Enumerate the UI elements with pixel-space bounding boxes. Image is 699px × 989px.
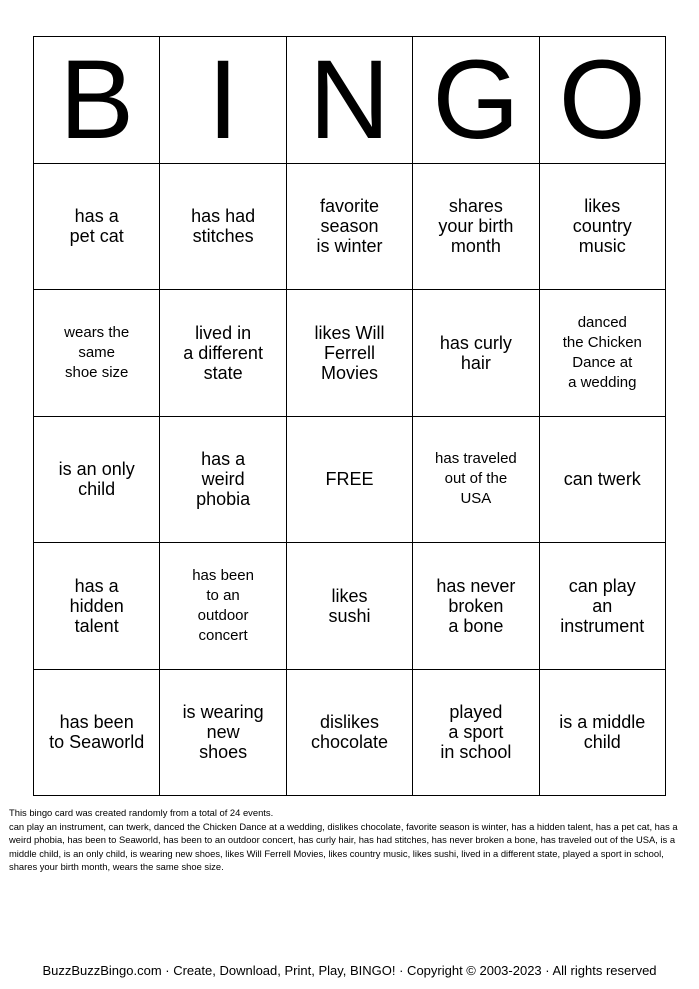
bingo-cell	[287, 670, 413, 797]
bingo-cell	[34, 290, 160, 417]
cell-text: played a sport in school	[440, 702, 512, 763]
cell-text: danced the Chicken Dance at a wedding	[562, 313, 642, 391]
cell-text: has a pet cat	[69, 206, 124, 247]
note-event-list: can play an instrument, can twerk, danced the Chicken Dance at a wedding, dislikes chocolate, favorite season is winter, has a hidden talent, has a pet cat, has a weird phobia, has been to Seaworld, has been to an outdoor concert, has curly hair, has had stitches, has never broken a bone, has traveled out of the USA, is a middle child, is an only child, is wearing new shoes, likes Will Ferrell Movies, likes country music, likes sushi, lived in a different state, played a sport in school, shares your birth month, wears the same shoe size.	[9, 820, 678, 872]
bingo-cell	[413, 290, 539, 417]
bingo-cell	[160, 417, 286, 544]
cell-text: favorite season is winter	[316, 196, 383, 257]
bingo-cell	[34, 670, 160, 797]
cell-text: is an only child	[58, 459, 135, 500]
header-letter-n: N	[287, 37, 413, 164]
cell-text: likes sushi	[328, 585, 371, 626]
bingo-cell	[540, 543, 666, 670]
bingo-cell	[540, 670, 666, 797]
cell-text: lived in a different state	[183, 322, 263, 383]
bingo-cell	[287, 290, 413, 417]
bingo-cell	[540, 290, 666, 417]
bingo-cell-free	[287, 417, 413, 544]
cell-text: has a weird phobia	[196, 449, 251, 510]
cell-text: has been to Seaworld	[49, 712, 145, 753]
bingo-cell	[413, 670, 539, 797]
cell-text: has traveled out of the USA	[435, 450, 517, 508]
cell-text: FREE	[325, 469, 374, 490]
bingo-cell	[413, 417, 539, 544]
cell-text: is a middle child	[559, 712, 646, 753]
bingo-cell	[34, 417, 160, 544]
cell-text: is wearing new shoes	[182, 702, 264, 763]
cell-text: shares your birth month	[438, 196, 514, 257]
cell-text: likes country music	[572, 196, 632, 257]
header-letter-o: O	[540, 37, 666, 164]
bingo-cell	[34, 164, 160, 291]
cell-text: has never broken a bone	[436, 575, 516, 636]
site-footer: BuzzBuzzBingo.com · Create, Download, Print, Play, BINGO! · Copyright © 2003-2023 · All rights reserved	[42, 963, 657, 978]
bingo-cell	[160, 164, 286, 291]
cell-text: can play an instrument	[560, 575, 645, 636]
header-letter-i: I	[160, 37, 286, 164]
bingo-cell	[413, 164, 539, 291]
cell-text: likes Will Ferrell Movies	[314, 322, 385, 383]
cell-text: dislikes chocolate	[310, 712, 389, 753]
bingo-cell	[287, 164, 413, 291]
bingo-cell	[413, 543, 539, 670]
bingo-cell	[540, 164, 666, 291]
cell-text: has a hidden talent	[69, 575, 124, 636]
header-letter-b: B	[34, 37, 160, 164]
bingo-cell	[160, 290, 286, 417]
bingo-cell	[287, 543, 413, 670]
header-letter-g: G	[413, 37, 539, 164]
bingo-cell	[160, 670, 286, 797]
bingo-card-grid	[33, 36, 666, 796]
bingo-cell	[540, 417, 666, 544]
cell-text: can twerk	[563, 469, 641, 490]
bingo-cell	[34, 543, 160, 670]
event-list-note	[9, 806, 689, 874]
bingo-cell	[160, 543, 286, 670]
cell-text: has had stitches	[191, 206, 256, 247]
cell-text: has been to an outdoor concert	[192, 566, 254, 644]
cell-text: wears the same shoe size	[64, 323, 130, 381]
note-intro: This bingo card was created randomly from a total of 24 events.	[9, 807, 274, 818]
cell-text: has curly hair	[439, 332, 512, 373]
